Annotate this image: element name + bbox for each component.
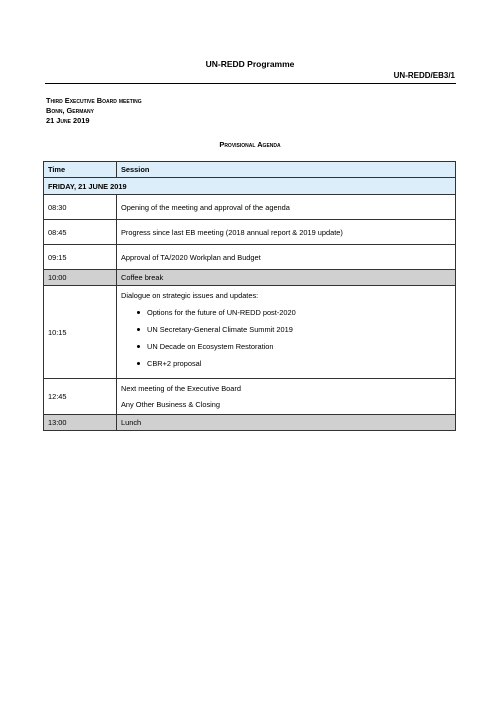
list-item-text: Options for the future of UN-REDD post-2020	[147, 308, 296, 317]
session-bullet-list	[121, 307, 451, 369]
session-cell: Approval of TA/2020 Workplan and Budget	[117, 245, 456, 270]
table-row	[44, 245, 456, 270]
day-label: FRIDAY, 21 JUNE 2019	[44, 178, 456, 195]
time-cell: 13:00	[44, 415, 117, 431]
session-column-header: Session	[117, 162, 456, 178]
time-cell: 10:15	[44, 286, 117, 379]
agenda-table	[43, 161, 456, 431]
session-cell	[117, 286, 456, 379]
bullet-icon	[137, 328, 140, 331]
list-item	[147, 341, 451, 352]
time-cell: 08:45	[44, 220, 117, 245]
break-row	[44, 415, 456, 431]
meeting-name: Third Executive Board meeting	[46, 96, 142, 105]
meeting-location: Bonn, Germany	[46, 106, 94, 115]
table-row	[44, 379, 456, 415]
session-cell: Progress since last EB meeting (2018 annual report & 2019 update)	[117, 220, 456, 245]
session-line: Next meeting of the Executive Board	[121, 384, 241, 393]
session-cell: Coffee break	[117, 270, 456, 286]
time-cell: 09:15	[44, 245, 117, 270]
list-item-text: UN Secretary-General Climate Summit 2019	[147, 325, 293, 334]
day-row	[44, 178, 456, 195]
session-line: Any Other Business & Closing	[121, 400, 220, 409]
bullet-icon	[137, 362, 140, 365]
meeting-info	[46, 96, 142, 126]
list-item	[147, 358, 451, 369]
session-intro: Dialogue on strategic issues and updates:	[121, 291, 259, 300]
agenda-heading: Provisional Agenda	[219, 140, 281, 149]
bullet-icon	[137, 311, 140, 314]
time-cell: 12:45	[44, 379, 117, 415]
list-item	[147, 324, 451, 335]
session-cell: Opening of the meeting and approval of the agenda	[117, 195, 456, 220]
programme-title: UN-REDD Programme	[205, 59, 295, 69]
break-row	[44, 270, 456, 286]
time-column-header: Time	[44, 162, 117, 178]
time-cell: 10:00	[44, 270, 117, 286]
document-reference: UN-REDD/EB3/1	[393, 71, 455, 80]
list-item-text: CBR+2 proposal	[147, 359, 202, 368]
bullet-icon	[137, 345, 140, 348]
list-item	[147, 307, 451, 318]
list-item-text: UN Decade on Ecosystem Restoration	[147, 342, 274, 351]
time-cell: 08:30	[44, 195, 117, 220]
session-cell	[117, 379, 456, 415]
table-row	[44, 195, 456, 220]
meeting-date: 21 June 2019	[46, 116, 90, 125]
header-rule	[45, 83, 456, 84]
table-row	[44, 286, 456, 379]
session-cell: Lunch	[117, 415, 456, 431]
table-row	[44, 220, 456, 245]
agenda-header-row	[44, 162, 456, 178]
